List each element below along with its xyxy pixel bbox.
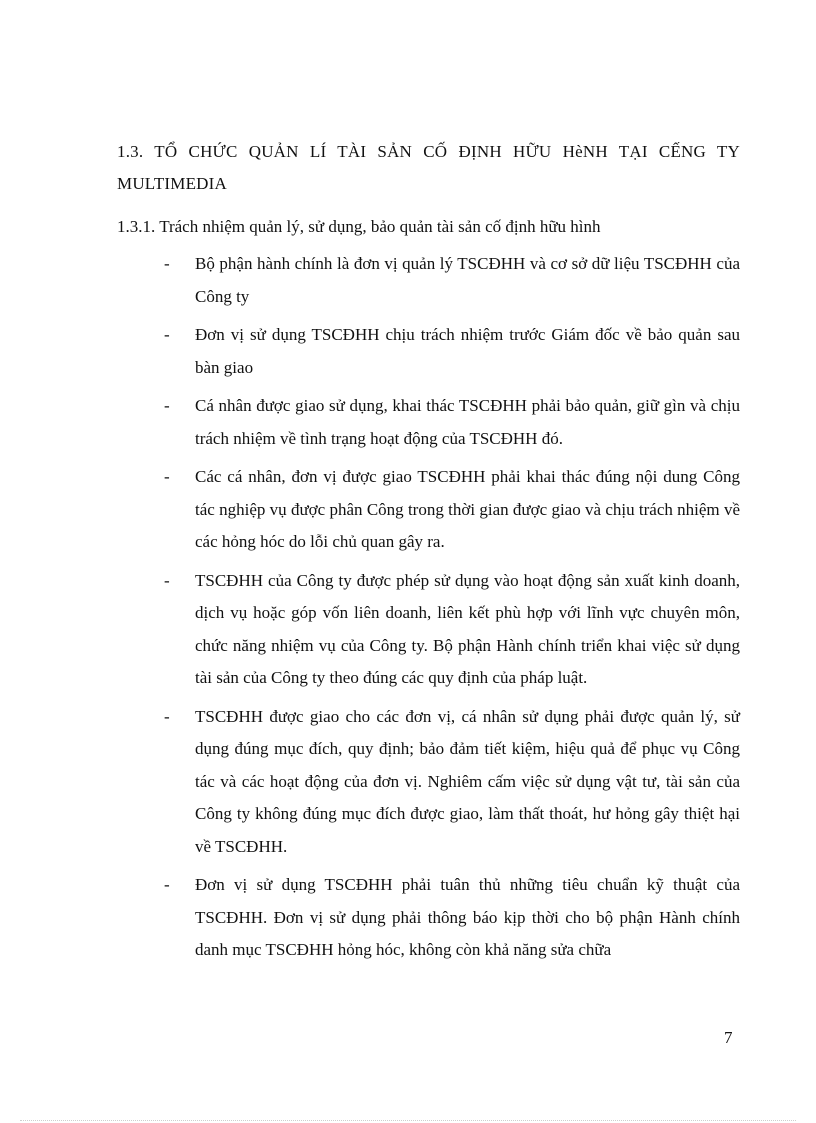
bullet-dash: - bbox=[164, 706, 170, 726]
bullet-dash: - bbox=[164, 570, 170, 590]
subsection-title: 1.3.1. Trách nhiệm quản lý, sử dụng, bảo quản tài sản cố định hữu hình bbox=[117, 217, 601, 236]
list-item-text: TSCĐHH được giao cho các đơn vị, cá nhân sử dụng phải được quản lý, sử dụng đúng mục đích, quy định; bảo đảm tiết kiệm, hiệu quả để phục vụ Công tác và các hoạt động của đơn vị. Nghiêm cấm việc sử dụng vật tư, tài sản của Công ty không đúng mục đích được giao, làm thất thoát, hư hỏng gây thiệt hại về TSCĐHH. bbox=[195, 706, 740, 856]
list-item-text: Bộ phận hành chính là đơn vị quản lý TSCĐHH và cơ sở dữ liệu TSCĐHH của Công ty bbox=[195, 254, 740, 306]
list-item-text: Đơn vị sử dụng TSCĐHH phải tuân thủ những tiêu chuẩn kỹ thuật của TSCĐHH. Đơn vị sử dụng phải thông báo kịp thời cho bộ phận Hành chính danh mục TSCĐHH hỏng hóc, không còn khả năng sửa chữa bbox=[195, 875, 740, 959]
bullet-dash: - bbox=[164, 254, 170, 273]
section-title: 1.3. TỔ CHỨC QUẢN LÍ TÀI SẢN CỐ ĐỊNH HỮU HèNH TẠI CẾNG TY MULTIMEDIA bbox=[117, 142, 740, 193]
list-item bbox=[164, 869, 740, 967]
responsibility-list bbox=[164, 248, 740, 973]
bullet-dash: - bbox=[164, 467, 170, 486]
list-item-text: Cá nhân được giao sử dụng, khai thác TSCĐHH phải bảo quản, giữ gìn và chịu trách nhiệm về tình trạng hoạt động của TSCĐHH đó. bbox=[195, 396, 740, 448]
list-item bbox=[164, 390, 740, 455]
bullet-dash: - bbox=[164, 875, 170, 894]
bullet-dash: - bbox=[164, 325, 170, 344]
page-divider bbox=[20, 1120, 796, 1121]
list-item bbox=[164, 248, 740, 313]
list-item bbox=[164, 461, 740, 559]
page-number: 7 bbox=[724, 1028, 733, 1047]
list-item-text: Các cá nhân, đơn vị được giao TSCĐHH phải khai thác đúng nội dung Công tác nghiệp vụ được phân Công trong thời gian được giao và chịu trách nhiệm về các hỏng hóc do lỗi chủ quan gây ra. bbox=[195, 467, 740, 551]
list-item-text: TSCĐHH của Công ty được phép sử dụng vào hoạt động sản xuất kinh doanh, dịch vụ hoặc góp vốn liên doanh, liên kết phù hợp với lĩnh vực chuyên môn, chức năng nhiệm vụ của Công ty. Bộ phận Hành chính triển khai việc sử dụng tài sản của Công ty theo đúng các quy định của pháp luật. bbox=[195, 570, 740, 687]
list-item bbox=[164, 565, 740, 695]
list-item bbox=[164, 319, 740, 384]
bullet-dash: - bbox=[164, 396, 170, 415]
list-item bbox=[164, 701, 740, 864]
list-item-text: Đơn vị sử dụng TSCĐHH chịu trách nhiệm trước Giám đốc về bảo quản sau bàn giao bbox=[195, 325, 740, 377]
